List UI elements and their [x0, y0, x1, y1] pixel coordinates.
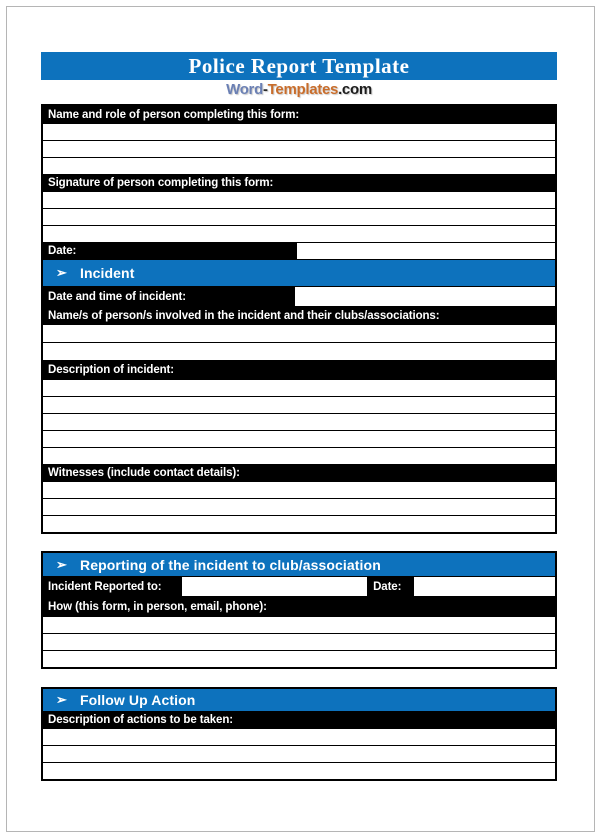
arrow-icon: ➢ — [56, 265, 67, 280]
form-table-reporting — [41, 551, 557, 669]
form-table-followup — [41, 687, 557, 781]
input-completer-date[interactable] — [296, 243, 555, 259]
input-reported-to[interactable] — [181, 577, 367, 596]
input-row-description-2[interactable] — [43, 396, 555, 413]
form-table-main — [41, 104, 557, 534]
form-content — [41, 52, 557, 781]
title-bar — [41, 52, 557, 80]
input-row-name-1[interactable] — [43, 123, 555, 140]
section-title-followup: Follow Up Action — [80, 692, 196, 708]
input-row-description-5[interactable] — [43, 447, 555, 464]
input-row-witnesses-3[interactable] — [43, 515, 555, 532]
input-row-description-4[interactable] — [43, 430, 555, 447]
row-incident-datetime — [43, 286, 555, 306]
section-header-followup — [43, 689, 555, 711]
input-row-signature-3[interactable] — [43, 225, 555, 242]
label-reporting-date: Date: — [367, 577, 413, 596]
section-title-incident: Incident — [80, 265, 135, 281]
input-row-witnesses-1[interactable] — [43, 481, 555, 498]
label-persons-involved: Name/s of person/s involved in the incident and their clubs/associations: — [43, 306, 555, 324]
site-logo — [41, 80, 557, 101]
input-row-how-2[interactable] — [43, 633, 555, 650]
label-completer-date: Date: — [43, 243, 296, 259]
section-header-reporting — [43, 553, 555, 576]
section-title-reporting: Reporting of the incident to club/association — [80, 556, 381, 573]
input-row-signature-1[interactable] — [43, 191, 555, 208]
input-row-name-3[interactable] — [43, 157, 555, 174]
logo-dash: - — [262, 81, 268, 98]
input-row-how-1[interactable] — [43, 616, 555, 633]
label-actions: Description of actions to be taken: — [43, 711, 555, 728]
input-row-actions-1[interactable] — [43, 728, 555, 745]
logo-templates: Templates — [267, 81, 339, 98]
label-signature: Signature of person completing this form: — [43, 174, 555, 191]
input-row-persons-1[interactable] — [43, 324, 555, 342]
page-title: Police Report Template — [188, 54, 410, 78]
logo-tld: .com — [338, 81, 372, 98]
arrow-icon: ➢ — [56, 692, 67, 707]
arrow-icon: ➢ — [56, 556, 67, 572]
label-witnesses: Witnesses (include contact details): — [43, 464, 555, 481]
input-row-how-3[interactable] — [43, 650, 555, 667]
label-how-reported: How (this form, in person, email, phone): — [43, 596, 555, 616]
section-header-incident — [43, 259, 555, 286]
input-row-actions-2[interactable] — [43, 745, 555, 762]
input-row-witnesses-2[interactable] — [43, 498, 555, 515]
document-page — [6, 6, 595, 832]
input-row-description-3[interactable] — [43, 413, 555, 430]
label-incident-datetime: Date and time of incident: — [43, 287, 294, 306]
label-name-and-role: Name and role of person completing this form: — [43, 106, 555, 123]
input-row-signature-2[interactable] — [43, 208, 555, 225]
input-incident-datetime[interactable] — [294, 287, 555, 306]
label-incident-description: Description of incident: — [43, 360, 555, 379]
row-reported-to — [43, 576, 555, 596]
label-reported-to: Incident Reported to: — [43, 577, 181, 596]
input-row-description-1[interactable] — [43, 379, 555, 396]
logo-word: Word — [226, 81, 263, 98]
input-row-name-2[interactable] — [43, 140, 555, 157]
input-reporting-date[interactable] — [413, 577, 555, 596]
row-completer-date — [43, 242, 555, 259]
input-row-actions-3[interactable] — [43, 762, 555, 779]
input-row-persons-2[interactable] — [43, 342, 555, 360]
